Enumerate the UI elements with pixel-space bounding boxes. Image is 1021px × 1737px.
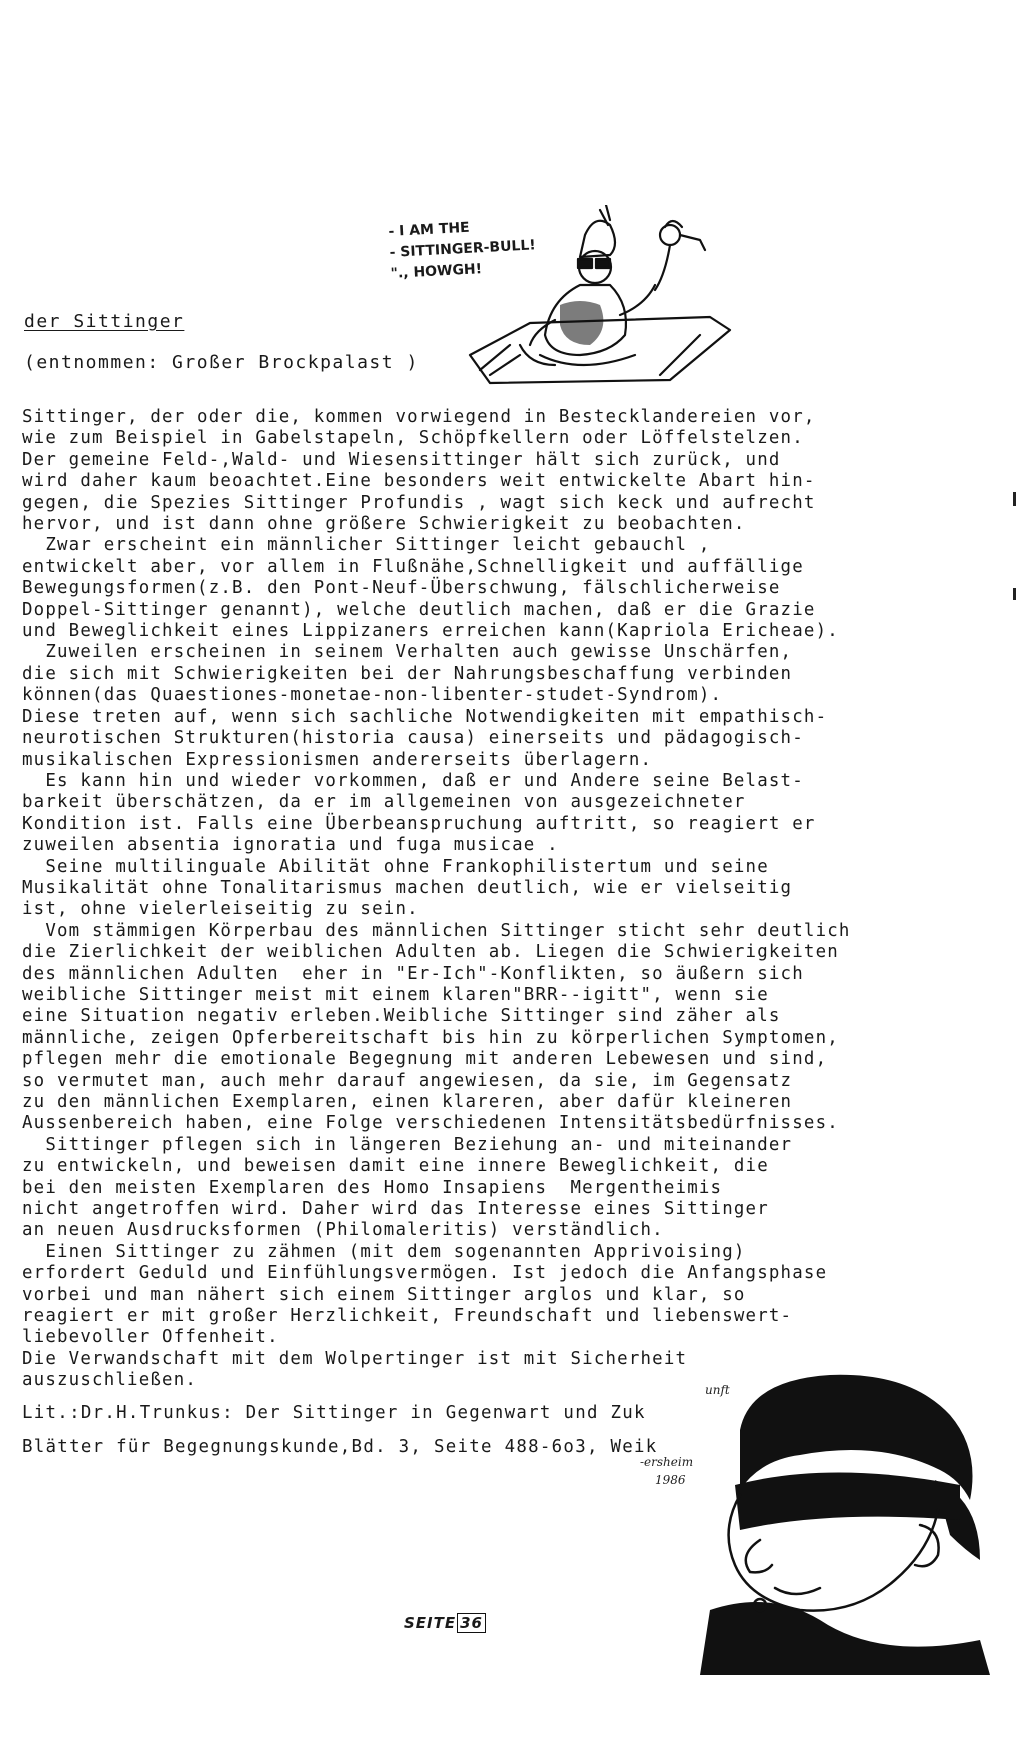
body-line: entwickelt aber, vor allem in Flußnähe,Schnelligkeit und auffällige bbox=[22, 556, 804, 577]
page-number-value: 36 bbox=[457, 1613, 486, 1633]
body-line: barkeit überschätzen, da er im allgemeinen von ausgezeichneter bbox=[22, 792, 746, 813]
body-line: Einen Sittinger zu zähmen (mit dem sogenannten Apprivoising) bbox=[22, 1241, 746, 1262]
body-line: zu den männlichen Exemplaren, einen klareren, aber dafür kleineren bbox=[22, 1092, 793, 1112]
body-line: Vom stämmigen Körperbau des männlichen Sittinger sticht sehr deutlich bbox=[22, 920, 851, 941]
body-line: gegen, die Spezies Sittinger Profundis , wagt sich keck und aufrecht bbox=[22, 492, 816, 513]
body-line: eine Situation negativ erleben.Weibliche Sittinger sind zäher als bbox=[22, 1006, 781, 1027]
body-line: weibliche Sittinger meist mit einem klaren"BRR--igitt", wenn sie bbox=[22, 984, 769, 1005]
body-line: zu entwickeln, und beweisen damit eine innere Beweglichkeit, die bbox=[22, 1156, 769, 1177]
literature-line: Blätter für Begegnungskunde,Bd. 3, Seite 488-6o3, Weik bbox=[22, 1437, 658, 1457]
body-line: reagiert er mit großer Herzlichkeit, Freundschaft und liebenswert- bbox=[22, 1306, 793, 1327]
body-line: die sich mit Schwierigkeiten bei der Nahrungsbeschaffung verbinden bbox=[22, 663, 793, 684]
speech-line: - SITTINGER-BULL! bbox=[389, 237, 537, 261]
body-line: männliche, zeigen Opferbereitschaft bis hin zu körperlichen Symptomen, bbox=[22, 1027, 839, 1048]
margin-mark bbox=[1013, 492, 1016, 506]
body-line: Kondition ist. Falls eine Überbeanspruchung auftritt, so reagiert er bbox=[22, 813, 816, 834]
article-source: (entnommen: Großer Brockpalast ) bbox=[24, 352, 419, 373]
body-line: neurotischen Strukturen(historia causa) einerseits und pädagogisch- bbox=[22, 728, 804, 749]
body-line: musikalischen Expressionismen andererseits überlagern. bbox=[22, 749, 653, 770]
handwritten-note: -ersheim bbox=[640, 1455, 694, 1469]
body-line: Zwar erscheint ein männlicher Sittinger leicht gebauchl , bbox=[22, 535, 711, 556]
speech-line: - I AM THE bbox=[388, 219, 471, 240]
page-number bbox=[404, 1614, 486, 1632]
body-line: auszuschließen. bbox=[22, 1370, 198, 1391]
speech-bubble-text bbox=[388, 214, 537, 285]
article-body bbox=[22, 407, 952, 1392]
literature-line: Lit.:Dr.H.Trunkus: Der Sittinger in Gegenwart und Zuk bbox=[22, 1403, 646, 1423]
body-line: können(das Quaestiones-monetae-non-libenter-studet-Syndrom). bbox=[22, 685, 723, 706]
body-line: Sittinger, der oder die, kommen vorwiegend in Bestecklandereien vor, bbox=[22, 407, 816, 427]
body-line: erfordert Geduld und Einfühlungsvermögen. Ist jedoch die Anfangsphase bbox=[22, 1263, 828, 1284]
body-line: und Beweglichkeit eines Lippizaners erreichen kann(Kapriola Ericheae). bbox=[22, 621, 839, 642]
body-line: pflegen mehr die emotionale Begegnung mit anderen Lebewesen und sind, bbox=[22, 1049, 828, 1070]
body-line: liebevoller Offenheit. bbox=[22, 1327, 279, 1348]
body-line: die Zierlichkeit der weiblichen Adulten ab. Liegen die Schwierigkeiten bbox=[22, 942, 839, 963]
body-line: Seine multilinguale Abilität ohne Frankophilistertum und seine bbox=[22, 856, 769, 877]
body-line: Sittinger pflegen sich in längeren Beziehung an- und miteinander bbox=[22, 1134, 793, 1155]
body-line: nicht angetroffen wird. Daher wird das Interesse eines Sittinger bbox=[22, 1199, 769, 1220]
speech-line: "., HOWGH! bbox=[390, 261, 483, 282]
body-line: bei den meisten Exemplaren des Homo Insapiens Mergentheimis bbox=[22, 1177, 723, 1198]
body-line: Diese treten auf, wenn sich sachliche Notwendigkeiten mit empathisch- bbox=[22, 706, 828, 727]
margin-mark bbox=[1013, 588, 1016, 600]
page-number-label: SEITE bbox=[404, 1614, 457, 1632]
article-title: der Sittinger bbox=[24, 311, 185, 332]
body-line: zuweilen absentia ignoratia und fuga musicae . bbox=[22, 835, 559, 856]
literature-reference bbox=[22, 1396, 722, 1464]
body-line: Es kann hin und wieder vorkommen, daß er und Andere seine Belast- bbox=[22, 770, 804, 791]
body-line: wie zum Beispiel in Gabelstapeln, Schöpfkellern oder Löffelstelzen. bbox=[22, 428, 804, 449]
body-line: wird daher kaum beoachtet.Eine besonders weit entwickelte Abart hin- bbox=[22, 471, 816, 492]
body-line: Aussenbereich haben, eine Folge verschiedenen Intensitätsbedürfnisses. bbox=[22, 1113, 839, 1134]
body-line: Musikalität ohne Tonalitarismus machen deutlich, wie er vielseitig bbox=[22, 877, 793, 898]
body-line: Bewegungsformen(z.B. den Pont-Neuf-Überschwung, fälschlicherweise bbox=[22, 578, 781, 599]
body-line: hervor, und ist dann ohne größere Schwierigkeit zu beobachten. bbox=[22, 514, 746, 535]
body-line: Zuweilen erscheinen in seinem Verhalten auch gewisse Unschärfen, bbox=[22, 642, 793, 663]
handwritten-note: 1986 bbox=[655, 1473, 686, 1487]
handwritten-note: unft bbox=[705, 1383, 730, 1397]
body-line: des männlichen Adulten eher in "Er-Ich"-Konflikten, so äußern sich bbox=[22, 963, 804, 984]
body-line: ist, ohne vielerleiseitig zu sein. bbox=[22, 899, 419, 920]
body-line: vorbei und man nähert sich einem Sittinger arglos und klar, so bbox=[22, 1284, 746, 1305]
body-line: Die Verwandschaft mit dem Wolpertinger ist mit Sicherheit bbox=[22, 1348, 688, 1369]
body-line: Doppel-Sittinger genannt), welche deutlich machen, daß er die Grazie bbox=[22, 599, 816, 620]
body-line: an neuen Ausdrucksformen (Philomaleritis) verständlich. bbox=[22, 1220, 664, 1241]
body-line: Der gemeine Feld-,Wald- und Wiesensittinger hält sich zurück, und bbox=[22, 449, 781, 470]
body-line: so vermutet man, auch mehr darauf angewiesen, da sie, im Gegensatz bbox=[22, 1070, 793, 1091]
portrait-caricature-illustration bbox=[680, 1360, 1000, 1675]
